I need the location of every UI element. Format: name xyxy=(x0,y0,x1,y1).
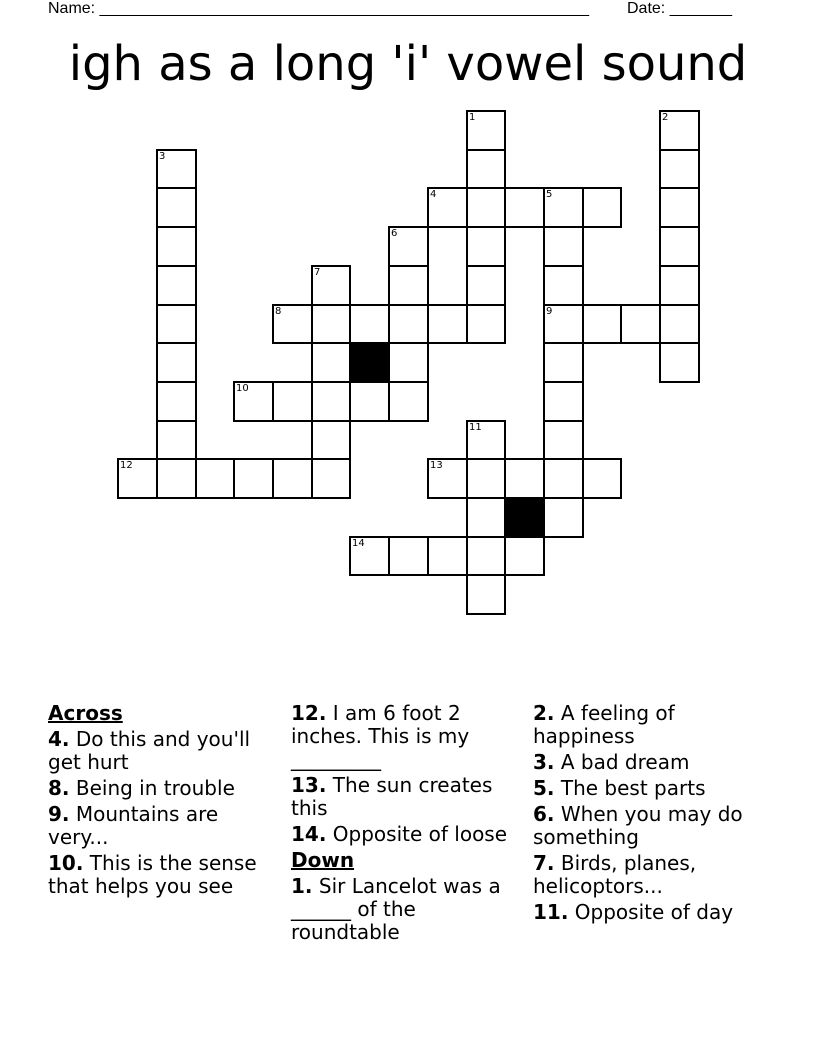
clue-number: 10. xyxy=(48,851,84,875)
down-clue xyxy=(533,852,761,898)
clue-number-13: 13 xyxy=(430,460,443,471)
crossword-cell[interactable] xyxy=(504,458,545,499)
clue-text: Opposite of day xyxy=(568,900,734,924)
clue-number: 13. xyxy=(291,773,327,797)
crossword-cell[interactable] xyxy=(659,226,700,267)
crossword-cell[interactable] xyxy=(195,458,235,499)
clue-number-1: 1 xyxy=(469,112,476,123)
down-clue xyxy=(533,777,761,800)
crossword-cell[interactable] xyxy=(272,381,313,422)
clues-column-1 xyxy=(48,702,276,901)
down-heading: Down xyxy=(291,848,355,872)
across-clue xyxy=(48,728,276,774)
clue-text: Birds, planes, helicoptors... xyxy=(533,851,697,898)
crossword-cell[interactable] xyxy=(311,381,351,422)
clue-number: 14. xyxy=(291,822,327,846)
crossword-cell[interactable] xyxy=(659,149,700,189)
crossword-cell[interactable] xyxy=(543,226,584,267)
crossword-cell[interactable] xyxy=(311,420,351,460)
clue-text: Mountains are very... xyxy=(48,802,219,849)
crossword-cell[interactable] xyxy=(156,381,197,422)
clue-number-14: 14 xyxy=(352,538,365,549)
crossword-cell[interactable] xyxy=(272,458,313,499)
crossword-cell[interactable] xyxy=(427,304,468,344)
crossword-cell[interactable] xyxy=(466,458,506,499)
crossword-cell[interactable] xyxy=(543,342,584,383)
clue-number-2: 2 xyxy=(662,112,669,123)
clue-text: Opposite of loose xyxy=(326,822,508,846)
clue-number-3: 3 xyxy=(159,151,166,162)
crossword-cell[interactable] xyxy=(388,381,429,422)
clue-number: 8. xyxy=(48,776,70,800)
crossword-cell[interactable] xyxy=(504,187,545,228)
clue-number: 2. xyxy=(533,701,555,725)
crossword-cell[interactable] xyxy=(388,342,429,383)
down-clue xyxy=(291,875,519,944)
crossword-cell[interactable] xyxy=(466,226,506,267)
clue-text: The best parts xyxy=(554,776,706,800)
clue-text: When you may do something xyxy=(533,802,743,849)
clue-number-6: 6 xyxy=(391,228,398,239)
clues-column-3 xyxy=(533,702,761,927)
crossword-cell[interactable] xyxy=(388,536,429,576)
crossword-cell[interactable] xyxy=(156,342,197,383)
clue-number: 4. xyxy=(48,727,70,751)
crossword-cell[interactable] xyxy=(659,187,700,228)
down-clue xyxy=(533,751,761,774)
crossword-cell[interactable] xyxy=(582,304,622,344)
black-square xyxy=(349,342,390,383)
clue-number: 7. xyxy=(533,851,555,875)
crossword-cell[interactable] xyxy=(233,458,274,499)
crossword-cell[interactable] xyxy=(156,226,197,267)
across-clue xyxy=(291,823,519,846)
crossword-cell[interactable] xyxy=(620,304,661,344)
clue-text: The sun creates this xyxy=(291,773,493,820)
clue-number-4: 4 xyxy=(430,189,437,200)
clue-number-12: 12 xyxy=(120,460,133,471)
crossword-cell[interactable] xyxy=(466,536,506,576)
crossword-cell[interactable] xyxy=(466,187,506,228)
crossword-cell[interactable] xyxy=(659,304,700,344)
crossword-cell[interactable] xyxy=(156,458,197,499)
date-field-label: Date: _______ xyxy=(627,0,732,17)
crossword-cell[interactable] xyxy=(659,265,700,306)
crossword-cell[interactable] xyxy=(543,420,584,460)
clue-number-10: 10 xyxy=(236,383,249,394)
crossword-cell[interactable] xyxy=(466,574,506,615)
across-clue xyxy=(48,803,276,849)
page-title: igh as a long 'i' vowel sound xyxy=(68,36,748,92)
clue-number-5: 5 xyxy=(546,189,553,200)
black-square xyxy=(504,497,545,538)
clue-text: A bad dream xyxy=(554,750,690,774)
clue-number: 3. xyxy=(533,750,555,774)
crossword-cell[interactable] xyxy=(466,149,506,189)
crossword-cell[interactable] xyxy=(659,342,700,383)
crossword-cell[interactable] xyxy=(543,458,584,499)
clue-number: 9. xyxy=(48,802,70,826)
crossword-cell[interactable] xyxy=(349,304,390,344)
crossword-cell[interactable] xyxy=(466,497,506,538)
clues-column-2 xyxy=(291,702,519,947)
clue-text: This is the sense that helps you see xyxy=(48,851,257,898)
crossword-cell[interactable] xyxy=(156,304,197,344)
across-heading: Across xyxy=(48,701,123,725)
clue-text: A feeling of happiness xyxy=(533,701,675,748)
crossword-cell[interactable] xyxy=(311,304,351,344)
across-clue xyxy=(291,774,519,820)
crossword-cell[interactable] xyxy=(388,304,429,344)
clue-number: 12. xyxy=(291,701,327,725)
crossword-cell[interactable] xyxy=(349,381,390,422)
crossword-cell[interactable] xyxy=(156,187,197,228)
down-clue xyxy=(533,803,761,849)
clue-text: I am 6 foot 2 inches. This is my _________ xyxy=(291,701,470,771)
across-clue xyxy=(48,777,276,800)
clue-number-7: 7 xyxy=(314,267,321,278)
crossword-cell[interactable] xyxy=(311,458,351,499)
crossword-cell[interactable] xyxy=(504,536,545,576)
crossword-cell[interactable] xyxy=(427,536,468,576)
across-clue xyxy=(291,702,519,771)
clue-text: Sir Lancelot was a ______ of the roundtable xyxy=(291,874,501,944)
crossword-cell[interactable] xyxy=(543,381,584,422)
clue-text: Do this and you'll get hurt xyxy=(48,727,251,774)
crossword-cell[interactable] xyxy=(466,265,506,306)
clue-number-9: 9 xyxy=(546,306,553,317)
clue-number: 1. xyxy=(291,874,313,898)
crossword-cell[interactable] xyxy=(582,458,622,499)
clue-number: 6. xyxy=(533,802,555,826)
crossword-cell[interactable] xyxy=(543,497,584,538)
crossword-cell[interactable] xyxy=(156,420,197,460)
name-field-label: Name: _______________________________________________________ xyxy=(48,0,589,17)
crossword-cell[interactable] xyxy=(466,304,506,344)
crossword-cell[interactable] xyxy=(543,265,584,306)
across-clue xyxy=(48,852,276,898)
down-clue xyxy=(533,702,761,748)
clue-number: 5. xyxy=(533,776,555,800)
crossword-cell[interactable] xyxy=(311,342,351,383)
crossword-cell[interactable] xyxy=(156,265,197,306)
clue-number-8: 8 xyxy=(275,306,282,317)
clue-text: Being in trouble xyxy=(69,776,235,800)
clue-number-11: 11 xyxy=(469,422,482,433)
crossword-cell[interactable] xyxy=(388,265,429,306)
clue-number: 11. xyxy=(533,900,569,924)
down-clue xyxy=(533,901,761,924)
crossword-cell[interactable] xyxy=(582,187,622,228)
